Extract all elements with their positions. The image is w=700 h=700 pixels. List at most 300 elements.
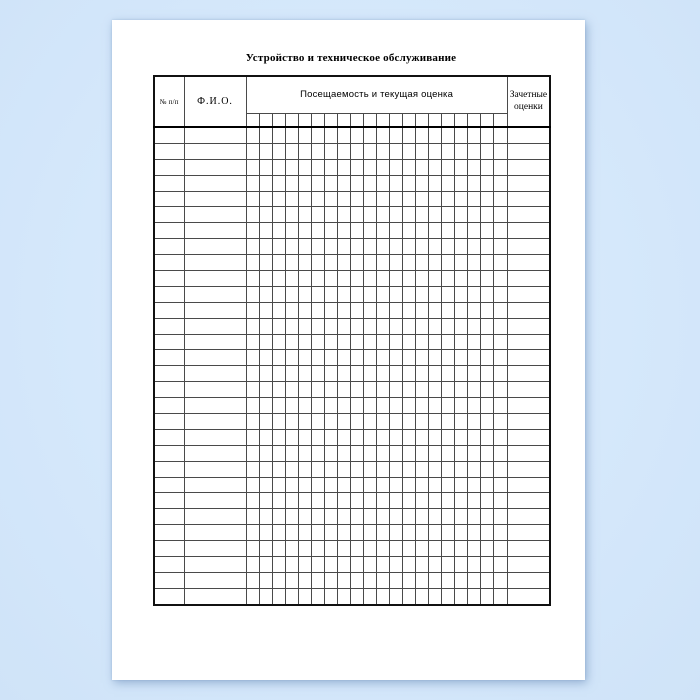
- credit-cell: [507, 302, 550, 318]
- attendance-cell: [390, 382, 403, 398]
- credit-cell: [507, 318, 550, 334]
- attendance-cell: [390, 572, 403, 588]
- attendance-cell: [285, 207, 298, 223]
- attendance-cell: [468, 477, 481, 493]
- table-body: [154, 127, 550, 605]
- attendance-cell: [298, 541, 311, 557]
- attendance-cell: [285, 271, 298, 287]
- attendance-cell: [376, 127, 389, 143]
- attendance-cell: [272, 191, 285, 207]
- attendance-cell: [455, 318, 468, 334]
- attendance-cell: [481, 127, 494, 143]
- name-cell: [184, 588, 246, 604]
- attendance-cell: [337, 334, 350, 350]
- attendance-cell: [324, 461, 337, 477]
- attendance-cell: [246, 159, 259, 175]
- attendance-cell: [298, 127, 311, 143]
- attendance-cell: [259, 398, 272, 414]
- attendance-cell: [494, 255, 507, 271]
- attendance-cell: [337, 525, 350, 541]
- attendance-cell: [403, 175, 416, 191]
- attendance-subcolumn-cell: [416, 113, 429, 127]
- attendance-cell: [481, 572, 494, 588]
- attendance-cell: [494, 191, 507, 207]
- attendance-cell: [272, 541, 285, 557]
- attendance-cell: [311, 382, 324, 398]
- attendance-cell: [337, 350, 350, 366]
- index-cell: [154, 286, 184, 302]
- attendance-cell: [416, 366, 429, 382]
- attendance-cell: [298, 493, 311, 509]
- attendance-cell: [337, 588, 350, 604]
- attendance-cell: [403, 398, 416, 414]
- attendance-cell: [350, 493, 363, 509]
- credit-cell: [507, 255, 550, 271]
- attendance-cell: [246, 398, 259, 414]
- attendance-cell: [376, 302, 389, 318]
- attendance-cell: [311, 223, 324, 239]
- attendance-cell: [298, 271, 311, 287]
- attendance-cell: [455, 334, 468, 350]
- attendance-cell: [416, 191, 429, 207]
- attendance-cell: [429, 159, 442, 175]
- table-row: [154, 509, 550, 525]
- attendance-cell: [494, 445, 507, 461]
- attendance-cell: [468, 143, 481, 159]
- attendance-cell: [246, 334, 259, 350]
- attendance-cell: [481, 191, 494, 207]
- column-header-index: № п/п: [154, 76, 184, 127]
- table-row: [154, 302, 550, 318]
- attendance-cell: [468, 445, 481, 461]
- attendance-cell: [442, 445, 455, 461]
- table-row: [154, 239, 550, 255]
- credit-cell: [507, 207, 550, 223]
- attendance-cell: [429, 461, 442, 477]
- attendance-cell: [363, 191, 376, 207]
- attendance-cell: [285, 318, 298, 334]
- attendance-cell: [337, 541, 350, 557]
- attendance-cell: [272, 159, 285, 175]
- attendance-cell: [363, 509, 376, 525]
- attendance-cell: [337, 557, 350, 573]
- attendance-cell: [376, 334, 389, 350]
- attendance-cell: [363, 461, 376, 477]
- attendance-cell: [298, 588, 311, 604]
- attendance-cell: [298, 302, 311, 318]
- attendance-cell: [259, 429, 272, 445]
- attendance-cell: [376, 286, 389, 302]
- attendance-cell: [259, 557, 272, 573]
- attendance-cell: [376, 509, 389, 525]
- attendance-cell: [337, 572, 350, 588]
- attendance-subcolumn-cell: [259, 113, 272, 127]
- attendance-cell: [468, 127, 481, 143]
- attendance-cell: [285, 493, 298, 509]
- attendance-cell: [246, 557, 259, 573]
- index-cell: [154, 557, 184, 573]
- attendance-cell: [285, 334, 298, 350]
- attendance-cell: [324, 445, 337, 461]
- attendance-cell: [429, 350, 442, 366]
- attendance-cell: [390, 223, 403, 239]
- attendance-cell: [259, 191, 272, 207]
- attendance-cell: [363, 525, 376, 541]
- attendance-cell: [324, 159, 337, 175]
- attendance-cell: [324, 493, 337, 509]
- credit-cell: [507, 509, 550, 525]
- attendance-cell: [376, 191, 389, 207]
- attendance-cell: [311, 445, 324, 461]
- attendance-cell: [429, 493, 442, 509]
- attendance-cell: [455, 127, 468, 143]
- attendance-cell: [337, 191, 350, 207]
- attendance-cell: [259, 541, 272, 557]
- attendance-cell: [442, 286, 455, 302]
- table-row: [154, 223, 550, 239]
- credit-cell: [507, 350, 550, 366]
- attendance-cell: [298, 429, 311, 445]
- attendance-cell: [337, 127, 350, 143]
- attendance-cell: [468, 414, 481, 430]
- attendance-cell: [298, 175, 311, 191]
- attendance-cell: [298, 318, 311, 334]
- attendance-cell: [246, 509, 259, 525]
- column-header-credit: Зачетные оценки: [507, 76, 550, 127]
- attendance-cell: [376, 525, 389, 541]
- attendance-cell: [455, 239, 468, 255]
- attendance-subcolumn-cell: [337, 113, 350, 127]
- attendance-subcolumn-cell: [468, 113, 481, 127]
- attendance-cell: [494, 334, 507, 350]
- attendance-cell: [403, 382, 416, 398]
- attendance-cell: [272, 350, 285, 366]
- attendance-cell: [311, 557, 324, 573]
- attendance-cell: [350, 318, 363, 334]
- attendance-cell: [298, 223, 311, 239]
- attendance-cell: [494, 286, 507, 302]
- attendance-cell: [298, 334, 311, 350]
- attendance-cell: [429, 429, 442, 445]
- credit-cell: [507, 286, 550, 302]
- attendance-cell: [285, 239, 298, 255]
- attendance-cell: [403, 318, 416, 334]
- attendance-cell: [442, 159, 455, 175]
- attendance-cell: [337, 414, 350, 430]
- attendance-cell: [311, 525, 324, 541]
- document-page: [112, 20, 585, 680]
- attendance-cell: [350, 382, 363, 398]
- attendance-cell: [350, 207, 363, 223]
- index-cell: [154, 207, 184, 223]
- attendance-cell: [416, 461, 429, 477]
- attendance-cell: [416, 271, 429, 287]
- attendance-cell: [259, 159, 272, 175]
- attendance-cell: [285, 143, 298, 159]
- attendance-cell: [246, 414, 259, 430]
- attendance-subcolumn-cell: [311, 113, 324, 127]
- attendance-cell: [403, 271, 416, 287]
- attendance-cell: [494, 557, 507, 573]
- table-row: [154, 366, 550, 382]
- attendance-cell: [494, 382, 507, 398]
- credit-cell: [507, 271, 550, 287]
- attendance-cell: [429, 588, 442, 604]
- attendance-subcolumn-cell: [298, 113, 311, 127]
- attendance-cell: [376, 477, 389, 493]
- attendance-cell: [416, 414, 429, 430]
- attendance-cell: [390, 557, 403, 573]
- attendance-cell: [376, 445, 389, 461]
- attendance-cell: [246, 445, 259, 461]
- attendance-cell: [481, 493, 494, 509]
- attendance-cell: [455, 255, 468, 271]
- attendance-cell: [390, 207, 403, 223]
- attendance-cell: [390, 398, 403, 414]
- attendance-cell: [324, 239, 337, 255]
- attendance-cell: [324, 477, 337, 493]
- attendance-cell: [481, 557, 494, 573]
- attendance-cell: [363, 366, 376, 382]
- attendance-cell: [376, 159, 389, 175]
- attendance-cell: [416, 477, 429, 493]
- attendance-cell: [468, 239, 481, 255]
- attendance-cell: [285, 541, 298, 557]
- name-cell: [184, 429, 246, 445]
- attendance-cell: [363, 398, 376, 414]
- credit-cell: [507, 239, 550, 255]
- attendance-cell: [350, 271, 363, 287]
- attendance-cell: [455, 382, 468, 398]
- attendance-cell: [468, 191, 481, 207]
- attendance-cell: [403, 143, 416, 159]
- attendance-cell: [350, 286, 363, 302]
- attendance-cell: [311, 127, 324, 143]
- index-cell: [154, 127, 184, 143]
- credit-cell: [507, 366, 550, 382]
- attendance-cell: [363, 175, 376, 191]
- attendance-cell: [468, 255, 481, 271]
- index-cell: [154, 429, 184, 445]
- attendance-cell: [455, 143, 468, 159]
- attendance-cell: [403, 223, 416, 239]
- attendance-cell: [429, 382, 442, 398]
- index-cell: [154, 191, 184, 207]
- table-row: [154, 477, 550, 493]
- attendance-cell: [390, 302, 403, 318]
- index-cell: [154, 271, 184, 287]
- attendance-cell: [350, 191, 363, 207]
- attendance-cell: [337, 159, 350, 175]
- attendance-cell: [455, 271, 468, 287]
- attendance-cell: [311, 350, 324, 366]
- attendance-cell: [494, 159, 507, 175]
- attendance-subcolumn-cell: [272, 113, 285, 127]
- attendance-cell: [403, 159, 416, 175]
- attendance-cell: [246, 477, 259, 493]
- attendance-cell: [455, 509, 468, 525]
- attendance-cell: [272, 255, 285, 271]
- attendance-cell: [494, 493, 507, 509]
- attendance-cell: [403, 525, 416, 541]
- attendance-cell: [350, 302, 363, 318]
- attendance-subcolumn-cell: [350, 113, 363, 127]
- attendance-subcolumn-cell: [324, 113, 337, 127]
- attendance-cell: [468, 318, 481, 334]
- index-cell: [154, 588, 184, 604]
- attendance-subcolumn-cell: [363, 113, 376, 127]
- attendance-cell: [337, 255, 350, 271]
- attendance-cell: [442, 541, 455, 557]
- attendance-cell: [285, 175, 298, 191]
- attendance-cell: [311, 191, 324, 207]
- table-row: [154, 271, 550, 287]
- attendance-cell: [272, 493, 285, 509]
- attendance-cell: [442, 588, 455, 604]
- attendance-cell: [363, 255, 376, 271]
- index-cell: [154, 366, 184, 382]
- attendance-cell: [298, 477, 311, 493]
- name-cell: [184, 271, 246, 287]
- attendance-cell: [311, 366, 324, 382]
- attendance-cell: [272, 429, 285, 445]
- attendance-cell: [390, 445, 403, 461]
- attendance-cell: [442, 382, 455, 398]
- attendance-cell: [350, 509, 363, 525]
- name-cell: [184, 509, 246, 525]
- attendance-cell: [337, 366, 350, 382]
- attendance-cell: [350, 127, 363, 143]
- attendance-cell: [442, 334, 455, 350]
- name-cell: [184, 223, 246, 239]
- attendance-cell: [285, 557, 298, 573]
- attendance-cell: [455, 429, 468, 445]
- credit-cell: [507, 572, 550, 588]
- attendance-subcolumn-cell: [376, 113, 389, 127]
- attendance-cell: [481, 541, 494, 557]
- attendance-cell: [324, 191, 337, 207]
- attendance-cell: [363, 588, 376, 604]
- attendance-cell: [468, 366, 481, 382]
- attendance-cell: [455, 541, 468, 557]
- attendance-cell: [350, 350, 363, 366]
- attendance-cell: [481, 223, 494, 239]
- attendance-cell: [481, 318, 494, 334]
- attendance-cell: [324, 207, 337, 223]
- attendance-cell: [272, 382, 285, 398]
- name-cell: [184, 398, 246, 414]
- index-cell: [154, 143, 184, 159]
- attendance-cell: [363, 207, 376, 223]
- attendance-cell: [272, 398, 285, 414]
- index-cell: [154, 239, 184, 255]
- attendance-cell: [481, 334, 494, 350]
- index-cell: [154, 525, 184, 541]
- index-cell: [154, 461, 184, 477]
- attendance-cell: [259, 223, 272, 239]
- attendance-cell: [416, 207, 429, 223]
- name-cell: [184, 175, 246, 191]
- attendance-cell: [390, 255, 403, 271]
- attendance-cell: [272, 414, 285, 430]
- attendance-cell: [416, 398, 429, 414]
- attendance-cell: [468, 398, 481, 414]
- attendance-cell: [494, 429, 507, 445]
- attendance-cell: [403, 414, 416, 430]
- attendance-cell: [429, 414, 442, 430]
- attendance-cell: [455, 286, 468, 302]
- attendance-cell: [455, 445, 468, 461]
- attendance-cell: [494, 302, 507, 318]
- credit-cell: [507, 159, 550, 175]
- attendance-cell: [455, 366, 468, 382]
- attendance-cell: [311, 159, 324, 175]
- attendance-cell: [403, 302, 416, 318]
- index-cell: [154, 302, 184, 318]
- attendance-cell: [442, 477, 455, 493]
- attendance-cell: [350, 159, 363, 175]
- attendance-cell: [416, 143, 429, 159]
- table-row: [154, 493, 550, 509]
- index-cell: [154, 318, 184, 334]
- attendance-cell: [455, 398, 468, 414]
- attendance-cell: [494, 143, 507, 159]
- table-row: [154, 525, 550, 541]
- attendance-cell: [272, 271, 285, 287]
- attendance-cell: [298, 572, 311, 588]
- attendance-cell: [403, 572, 416, 588]
- attendance-cell: [285, 588, 298, 604]
- attendance-cell: [363, 239, 376, 255]
- attendance-subcolumn-cell: [403, 113, 416, 127]
- attendance-cell: [246, 175, 259, 191]
- table-row: [154, 127, 550, 143]
- index-cell: [154, 541, 184, 557]
- attendance-cell: [259, 175, 272, 191]
- credit-cell: [507, 557, 550, 573]
- attendance-cell: [311, 286, 324, 302]
- name-cell: [184, 207, 246, 223]
- attendance-cell: [442, 223, 455, 239]
- attendance-cell: [442, 572, 455, 588]
- attendance-cell: [416, 334, 429, 350]
- attendance-cell: [494, 541, 507, 557]
- attendance-cell: [442, 557, 455, 573]
- attendance-cell: [481, 382, 494, 398]
- attendance-cell: [376, 143, 389, 159]
- attendance-cell: [259, 509, 272, 525]
- attendance-cell: [442, 143, 455, 159]
- attendance-cell: [494, 318, 507, 334]
- attendance-cell: [350, 429, 363, 445]
- attendance-cell: [246, 302, 259, 318]
- credit-cell: [507, 175, 550, 191]
- attendance-cell: [350, 445, 363, 461]
- attendance-cell: [390, 477, 403, 493]
- attendance-cell: [285, 366, 298, 382]
- attendance-cell: [285, 127, 298, 143]
- attendance-cell: [442, 509, 455, 525]
- attendance-cell: [298, 461, 311, 477]
- attendance-cell: [350, 541, 363, 557]
- attendance-cell: [376, 557, 389, 573]
- attendance-cell: [429, 143, 442, 159]
- attendance-cell: [468, 382, 481, 398]
- index-cell: [154, 334, 184, 350]
- attendance-cell: [376, 588, 389, 604]
- attendance-cell: [350, 223, 363, 239]
- attendance-cell: [481, 239, 494, 255]
